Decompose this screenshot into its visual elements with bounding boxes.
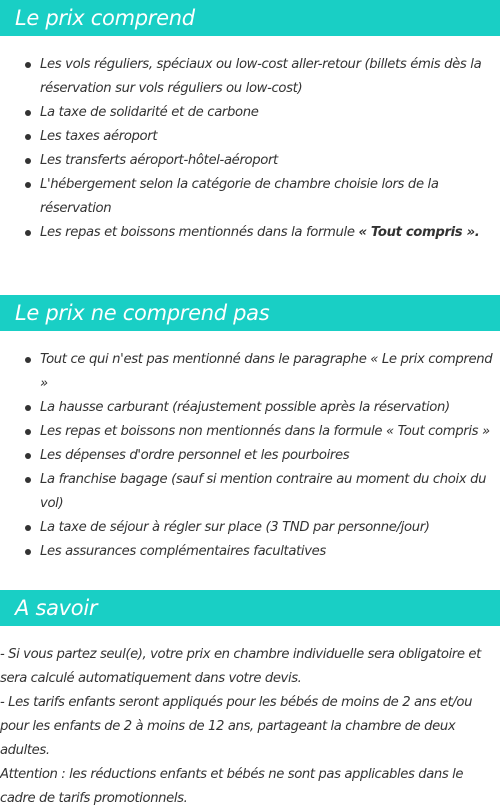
- list-item: Les transferts aéroport-hôtel-aéroport: [0, 149, 500, 173]
- list-item: Les vols réguliers, spéciaux ou low-cost aller-retour (billets émis dès la réservation sur vols réguliers ou low-cost): [0, 53, 500, 101]
- savoir-paragraph: - Si vous partez seul(e), votre prix en chambre individuelle sera obligatoire et sera calculé automatiquement dans votre devis.: [0, 647, 481, 686]
- excluded-title: Le prix ne comprend pas: [15, 301, 270, 325]
- savoir-title: A savoir: [15, 596, 98, 620]
- excluded-section-header: [0, 295, 500, 331]
- list-item: Les assurances complémentaires facultatives: [0, 540, 500, 564]
- list-item: L'hébergement selon la catégorie de chambre choisie lors de la réservation: [0, 173, 500, 221]
- savoir-section-header: [0, 590, 500, 626]
- list-item: Tout ce qui n'est pas mentionné dans le paragraphe « Le prix comprend »: [0, 348, 500, 396]
- list-item: La taxe de séjour à régler sur place (3 TND par personne/jour): [0, 516, 500, 540]
- savoir-paragraph: - Les tarifs enfants seront appliqués pour les bébés de moins de 2 ans et/ou pour les enfants de 2 à moins de 12 ans, partageant la chambre de deux adultes.: [0, 695, 473, 758]
- meals-text: Les repas et boissons mentionnés dans la formule: [40, 225, 359, 240]
- included-list: [0, 53, 500, 245]
- included-title: Le prix comprend: [15, 6, 195, 30]
- included-section-header: [0, 0, 500, 36]
- tout-compris-label: « Tout compris ».: [358, 225, 480, 240]
- list-item-meals: [0, 221, 500, 245]
- list-item: La franchise bagage (sauf si mention contraire au moment du choix du vol): [0, 468, 500, 516]
- excluded-list: [0, 348, 500, 564]
- savoir-paragraph: Attention : les réductions enfants et bébés ne sont pas applicables dans le cadre de tarifs promotionnels.: [0, 767, 464, 806]
- list-item: Les dépenses d'ordre personnel et les pourboires: [0, 444, 500, 468]
- list-item: La hausse carburant (réajustement possible après la réservation): [0, 396, 500, 420]
- savoir-content: [0, 643, 500, 811]
- list-item: Les repas et boissons non mentionnés dans la formule « Tout compris »: [0, 420, 500, 444]
- list-item: Les taxes aéroport: [0, 125, 500, 149]
- list-item: La taxe de solidarité et de carbone: [0, 101, 500, 125]
